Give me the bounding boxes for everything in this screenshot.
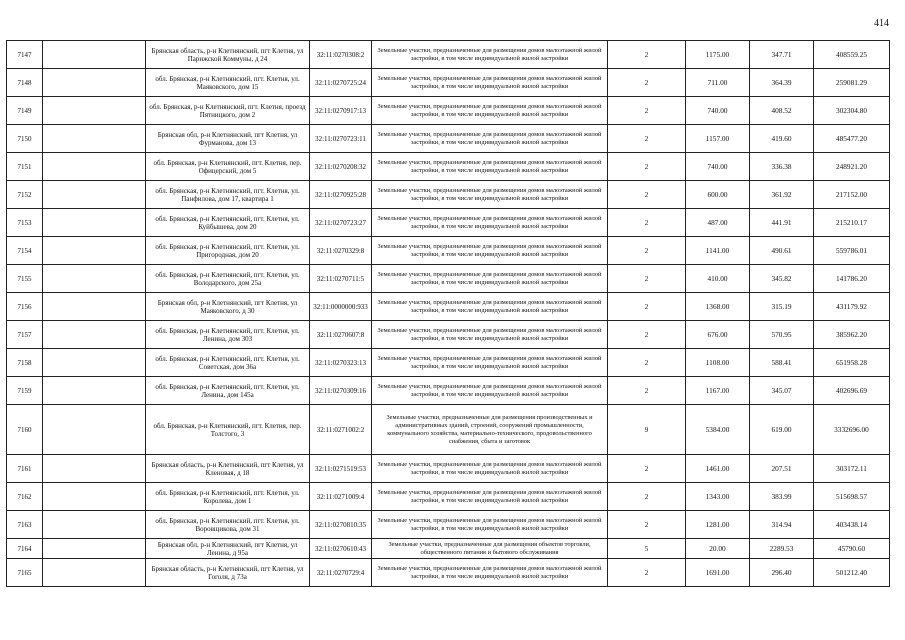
land-use-purpose-cell: Земельные участки, предназначенные для размещения домов малоэтажной жилой застройки, в том числе индивидуальной жилой застройки	[372, 293, 608, 321]
address-cell: Брянская область, р-н Клетнянский, пгт Клетня, ул Гоголя, д 73а	[146, 559, 310, 587]
use-group-code-cell: 2	[608, 125, 686, 153]
address-cell: обл. Брянская, р-н Клетнянский, пгт. Клетня, ул. Куйбышева, дом 20	[146, 209, 310, 237]
area-cell: 1461.00	[686, 455, 750, 483]
specific-value-cell: 345.07	[750, 377, 814, 405]
cadastral-value-cell: 408559.25	[814, 41, 890, 69]
row-number-cell: 7152	[7, 181, 43, 209]
land-registry-table	[6, 40, 890, 587]
row-number-cell: 7164	[7, 539, 43, 559]
row-number-cell: 7163	[7, 511, 43, 539]
use-group-code-cell: 2	[608, 265, 686, 293]
row-number-cell: 7162	[7, 483, 43, 511]
cadastral-value-cell: 402696.69	[814, 377, 890, 405]
area-cell: 711.00	[686, 69, 750, 97]
cadastral-value-cell: 515698.57	[814, 483, 890, 511]
cadastral-number-cell: 32:11:0270723:27	[310, 209, 372, 237]
land-use-purpose-cell: Земельные участки, предназначенные для размещения домов малоэтажной жилой застройки, в том числе индивидуальной жилой застройки	[372, 181, 608, 209]
blank-cell	[43, 405, 146, 455]
address-cell: обл. Брянская, р-н Клетнянский, пгт. Клетня, ул. Володарского, дом 25а	[146, 265, 310, 293]
area-cell: 600.00	[686, 181, 750, 209]
address-cell: обл. Брянская, р-н Клетнянский, пгт. Клетня, ул. Ленина, дом 145а	[146, 377, 310, 405]
land-use-purpose-cell: Земельные участки, предназначенные для размещения домов малоэтажной жилой застройки, в том числе индивидуальной жилой застройки	[372, 237, 608, 265]
cadastral-number-cell: 32:11:0270309:16	[310, 377, 372, 405]
use-group-code-cell: 2	[608, 483, 686, 511]
land-use-purpose-cell: Земельные участки, предназначенные для размещения домов малоэтажной жилой застройки, в том числе индивидуальной жилой застройки	[372, 349, 608, 377]
specific-value-cell: 296.40	[750, 559, 814, 587]
row-number-cell: 7165	[7, 559, 43, 587]
cadastral-value-cell: 215210.17	[814, 209, 890, 237]
blank-cell	[43, 349, 146, 377]
blank-cell	[43, 153, 146, 181]
blank-cell	[43, 125, 146, 153]
cadastral-number-cell: 32:11:0270810:35	[310, 511, 372, 539]
row-number-cell: 7151	[7, 153, 43, 181]
use-group-code-cell: 2	[608, 511, 686, 539]
use-group-code-cell: 2	[608, 377, 686, 405]
table-row	[7, 377, 890, 405]
area-cell: 740.00	[686, 153, 750, 181]
row-number-cell: 7149	[7, 97, 43, 125]
cadastral-number-cell: 32:11:0270329:8	[310, 237, 372, 265]
use-group-code-cell: 2	[608, 321, 686, 349]
table-row	[7, 41, 890, 69]
table-row	[7, 455, 890, 483]
land-use-purpose-cell: Земельные участки, предназначенные для размещения домов малоэтажной жилой застройки, в том числе индивидуальной жилой застройки	[372, 483, 608, 511]
table-body	[7, 41, 890, 587]
row-number-cell: 7153	[7, 209, 43, 237]
blank-cell	[43, 377, 146, 405]
row-number-cell: 7154	[7, 237, 43, 265]
address-cell: обл. Брянская, р-н Клетнянский, пгт. Клетня, пер. Толстого, 3	[146, 405, 310, 455]
land-use-purpose-cell: Земельные участки, предназначенные для размещения производственных и административных зданий, строений, сооружений промышленности, коммунального хозяйства, материально-технического, продовольственного снабжения, сбыта и заготовок	[372, 405, 608, 455]
cadastral-number-cell: 32:11:0270723:11	[310, 125, 372, 153]
land-use-purpose-cell: Земельные участки, предназначенные для размещения домов малоэтажной жилой застройки, в том числе индивидуальной жилой застройки	[372, 511, 608, 539]
blank-cell	[43, 181, 146, 209]
table-row	[7, 237, 890, 265]
area-cell: 740.00	[686, 97, 750, 125]
address-cell: обл. Брянская, р-н Клетнянский, пгт. Клетня, ул. Ленина, дом 303	[146, 321, 310, 349]
address-cell: Брянская обл, р-н Клетнянский, пгт Клетня, ул Маяковского, д 30	[146, 293, 310, 321]
use-group-code-cell: 2	[608, 41, 686, 69]
specific-value-cell: 619.00	[750, 405, 814, 455]
specific-value-cell: 207.51	[750, 455, 814, 483]
land-use-purpose-cell: Земельные участки, предназначенные для размещения домов малоэтажной жилой застройки, в том числе индивидуальной жилой застройки	[372, 125, 608, 153]
land-use-purpose-cell: Земельные участки, предназначенные для размещения домов малоэтажной жилой застройки, в том числе индивидуальной жилой застройки	[372, 153, 608, 181]
specific-value-cell: 347.71	[750, 41, 814, 69]
land-use-purpose-cell: Земельные участки, предназначенные для размещения домов малоэтажной жилой застройки, в том числе индивидуальной жилой застройки	[372, 321, 608, 349]
blank-cell	[43, 209, 146, 237]
area-cell: 1175.00	[686, 41, 750, 69]
table-row	[7, 97, 890, 125]
use-group-code-cell: 2	[608, 349, 686, 377]
blank-cell	[43, 455, 146, 483]
specific-value-cell: 570.95	[750, 321, 814, 349]
area-cell: 1368.00	[686, 293, 750, 321]
table-row	[7, 293, 890, 321]
cadastral-number-cell: 32:11:0270725:24	[310, 69, 372, 97]
area-cell: 1281.00	[686, 511, 750, 539]
use-group-code-cell: 5	[608, 539, 686, 559]
cadastral-value-cell: 559786.01	[814, 237, 890, 265]
land-use-purpose-cell: Земельные участки, предназначенные для размещения домов малоэтажной жилой застройки, в том числе индивидуальной жилой застройки	[372, 97, 608, 125]
area-cell: 487.00	[686, 209, 750, 237]
cadastral-number-cell: 32:11:0270323:13	[310, 349, 372, 377]
row-number-cell: 7160	[7, 405, 43, 455]
cadastral-value-cell: 385962.20	[814, 321, 890, 349]
address-cell: Брянская область, р-н Клетнянский, пгт Клетня, ул Парижской Коммуны, д 24	[146, 41, 310, 69]
area-cell: 5384.00	[686, 405, 750, 455]
cadastral-value-cell: 248921.20	[814, 153, 890, 181]
cadastral-value-cell: 259081.29	[814, 69, 890, 97]
blank-cell	[43, 539, 146, 559]
cadastral-number-cell: 32:11:0270208:32	[310, 153, 372, 181]
cadastral-value-cell: 302304.80	[814, 97, 890, 125]
cadastral-number-cell: 32:11:0270917:13	[310, 97, 372, 125]
row-number-cell: 7156	[7, 293, 43, 321]
blank-cell	[43, 97, 146, 125]
address-cell: обл. Брянская, р-н Клетнянский, пгт. Клетня, проезд Пятницкого, дом 2	[146, 97, 310, 125]
cadastral-number-cell: 32:11:0270610:43	[310, 539, 372, 559]
cadastral-value-cell: 651958.28	[814, 349, 890, 377]
use-group-code-cell: 9	[608, 405, 686, 455]
specific-value-cell: 314.94	[750, 511, 814, 539]
cadastral-number-cell: 32:11:0270729:4	[310, 559, 372, 587]
table-row	[7, 483, 890, 511]
table-row	[7, 153, 890, 181]
address-cell: Брянская область, р-н Клетнянский, пгт Клетня, ул Кленовая, д 18	[146, 455, 310, 483]
address-cell: обл. Брянская, р-н Клетнянский, пгт. Клетня, ул. Пригородная, дом 20	[146, 237, 310, 265]
area-cell: 20.00	[686, 539, 750, 559]
cadastral-number-cell: 32:11:0270308:2	[310, 41, 372, 69]
table-row	[7, 539, 890, 559]
use-group-code-cell: 2	[608, 293, 686, 321]
blank-cell	[43, 483, 146, 511]
use-group-code-cell: 2	[608, 97, 686, 125]
table-row	[7, 559, 890, 587]
specific-value-cell: 2289.53	[750, 539, 814, 559]
use-group-code-cell: 2	[608, 181, 686, 209]
land-use-purpose-cell: Земельные участки, предназначенные для размещения домов малоэтажной жилой застройки, в том числе индивидуальной жилой застройки	[372, 377, 608, 405]
blank-cell	[43, 265, 146, 293]
cadastral-number-cell: 32:11:0270925:28	[310, 181, 372, 209]
use-group-code-cell: 2	[608, 69, 686, 97]
blank-cell	[43, 511, 146, 539]
address-cell: обл. Брянская, р-н Клетнянский, пгт. Клетня, пер. Офицерский, дом 5	[146, 153, 310, 181]
table-row	[7, 349, 890, 377]
specific-value-cell: 588.41	[750, 349, 814, 377]
cadastral-number-cell: 32:11:0271519:53	[310, 455, 372, 483]
address-cell: обл. Брянская, р-н Клетнянский, пгт. Клетня, ул. Панфилова, дом 17, квартира 1	[146, 181, 310, 209]
address-cell: обл. Брянская, р-н Клетнянский, пгт. Клетня, ул. Воровщикова, дом 31	[146, 511, 310, 539]
area-cell: 1691.00	[686, 559, 750, 587]
land-use-purpose-cell: Земельные участки, предназначенные для размещения домов малоэтажной жилой застройки, в том числе индивидуальной жилой застройки	[372, 559, 608, 587]
specific-value-cell: 490.61	[750, 237, 814, 265]
row-number-cell: 7155	[7, 265, 43, 293]
cadastral-value-cell: 403438.14	[814, 511, 890, 539]
specific-value-cell: 336.38	[750, 153, 814, 181]
cadastral-value-cell: 217152.00	[814, 181, 890, 209]
row-number-cell: 7157	[7, 321, 43, 349]
use-group-code-cell: 2	[608, 209, 686, 237]
land-use-purpose-cell: Земельные участки, предназначенные для размещения домов малоэтажной жилой застройки, в том числе индивидуальной жилой застройки	[372, 41, 608, 69]
row-number-cell: 7148	[7, 69, 43, 97]
blank-cell	[43, 41, 146, 69]
cadastral-value-cell: 501212.40	[814, 559, 890, 587]
table-row	[7, 405, 890, 455]
address-cell: обл. Брянская, р-н Клетнянский, пгт. Клетня, ул. Королева, дом 1	[146, 483, 310, 511]
specific-value-cell: 345.82	[750, 265, 814, 293]
land-use-purpose-cell: Земельные участки, предназначенные для размещения объектов торговли, общественного питания и бытового обслуживания	[372, 539, 608, 559]
address-cell: обл. Брянская, р-н Клетнянский, пгт. Клетня, ул. Маяковского, дом 15	[146, 69, 310, 97]
row-number-cell: 7159	[7, 377, 43, 405]
land-use-purpose-cell: Земельные участки, предназначенные для размещения домов малоэтажной жилой застройки, в том числе индивидуальной жилой застройки	[372, 209, 608, 237]
cadastral-number-cell: 32:11:0270711:5	[310, 265, 372, 293]
row-number-cell: 7161	[7, 455, 43, 483]
address-cell: обл. Брянская, р-н Клетнянский, пгт. Клетня, ул. Советская, дом 36а	[146, 349, 310, 377]
area-cell: 676.00	[686, 321, 750, 349]
row-number-cell: 7158	[7, 349, 43, 377]
blank-cell	[43, 559, 146, 587]
cadastral-number-cell: 32:11:0271009:4	[310, 483, 372, 511]
use-group-code-cell: 2	[608, 237, 686, 265]
cadastral-value-cell: 431179.92	[814, 293, 890, 321]
blank-cell	[43, 237, 146, 265]
page-number: 414	[874, 18, 889, 29]
cadastral-value-cell: 303172.11	[814, 455, 890, 483]
blank-cell	[43, 69, 146, 97]
specific-value-cell: 441.91	[750, 209, 814, 237]
area-cell: 1157.00	[686, 125, 750, 153]
land-use-purpose-cell: Земельные участки, предназначенные для размещения домов малоэтажной жилой застройки, в том числе индивидуальной жилой застройки	[372, 265, 608, 293]
row-number-cell: 7147	[7, 41, 43, 69]
address-cell: Брянская обл, р-н Клетнянский, пгт Клетня, ул Фурманова, дом 13	[146, 125, 310, 153]
cadastral-value-cell: 3332696.00	[814, 405, 890, 455]
specific-value-cell: 383.99	[750, 483, 814, 511]
specific-value-cell: 361.92	[750, 181, 814, 209]
cadastral-number-cell: 32:11:0000000:933	[310, 293, 372, 321]
specific-value-cell: 364.39	[750, 69, 814, 97]
specific-value-cell: 408.52	[750, 97, 814, 125]
table-row	[7, 265, 890, 293]
table-row	[7, 181, 890, 209]
area-cell: 1167.00	[686, 377, 750, 405]
specific-value-cell: 315.19	[750, 293, 814, 321]
land-use-purpose-cell: Земельные участки, предназначенные для размещения домов малоэтажной жилой застройки, в том числе индивидуальной жилой застройки	[372, 455, 608, 483]
area-cell: 1343.00	[686, 483, 750, 511]
cadastral-number-cell: 32:11:0270607:8	[310, 321, 372, 349]
cadastral-value-cell: 45790.60	[814, 539, 890, 559]
land-use-purpose-cell: Земельные участки, предназначенные для размещения домов малоэтажной жилой застройки, в том числе индивидуальной жилой застройки	[372, 69, 608, 97]
table-row	[7, 125, 890, 153]
area-cell: 1108.00	[686, 349, 750, 377]
area-cell: 410.00	[686, 265, 750, 293]
area-cell: 1141.00	[686, 237, 750, 265]
specific-value-cell: 419.60	[750, 125, 814, 153]
table-row	[7, 209, 890, 237]
cadastral-number-cell: 32:11:0271002:2	[310, 405, 372, 455]
table-row	[7, 69, 890, 97]
cadastral-value-cell: 485477.20	[814, 125, 890, 153]
use-group-code-cell: 2	[608, 559, 686, 587]
blank-cell	[43, 293, 146, 321]
row-number-cell: 7150	[7, 125, 43, 153]
table-row	[7, 321, 890, 349]
cadastral-value-cell: 141786.20	[814, 265, 890, 293]
address-cell: Брянская обл, р-н Клетнянский, пгт Клетня, ул Ленина, д 95а	[146, 539, 310, 559]
blank-cell	[43, 321, 146, 349]
use-group-code-cell: 2	[608, 455, 686, 483]
use-group-code-cell: 2	[608, 153, 686, 181]
table-row	[7, 511, 890, 539]
